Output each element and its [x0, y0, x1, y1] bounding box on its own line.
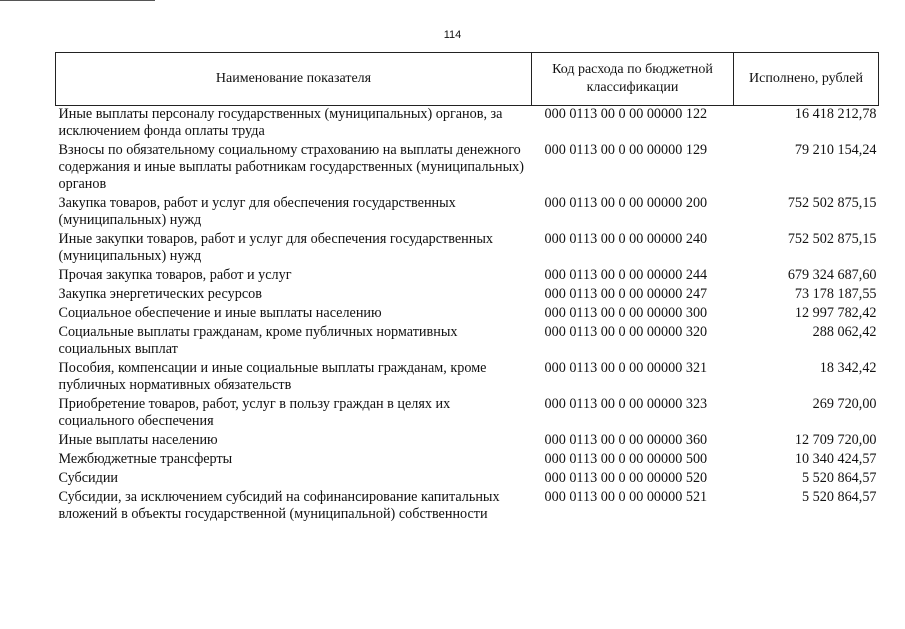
row-code: 000 0113 00 0 00 00000 240	[544, 231, 708, 247]
header-code: Код расхода по бюджетной классификации	[532, 53, 734, 106]
row-code: 000 0113 00 0 00 00000 129	[544, 142, 708, 158]
table-row	[56, 470, 879, 489]
row-amount: 679 324 687,60	[787, 267, 877, 283]
row-amount: 18 342,42	[819, 360, 877, 376]
row-code: 000 0113 00 0 00 00000 520	[544, 470, 708, 486]
row-code: 000 0113 00 0 00 00000 323	[544, 396, 708, 412]
row-code: 000 0113 00 0 00 00000 200	[544, 195, 708, 211]
row-code: 000 0113 00 0 00 00000 521	[544, 489, 708, 505]
row-amount: 16 418 212,78	[794, 106, 877, 122]
row-name: Иные выплаты персоналу государственных (муниципальных) органов, за исключением фонда оплаты труда	[58, 106, 503, 139]
row-code: 000 0113 00 0 00 00000 320	[544, 324, 708, 340]
row-amount: 5 520 864,57	[802, 470, 877, 486]
table-row	[56, 451, 879, 470]
table-row	[56, 195, 879, 231]
row-name: Субсидии	[58, 470, 119, 486]
row-name: Закупка энергетических ресурсов	[58, 286, 262, 302]
top-rule	[0, 0, 155, 1]
row-code: 000 0113 00 0 00 00000 500	[544, 451, 708, 467]
row-code: 000 0113 00 0 00 00000 247	[544, 286, 708, 302]
row-code: 000 0113 00 0 00 00000 321	[544, 360, 708, 376]
row-amount: 79 210 154,24	[794, 142, 877, 158]
table-row	[56, 231, 879, 267]
row-name: Взносы по обязательному социальному страхованию на выплаты денежного содержания и иные выплаты работникам государственных (муниципальных) органов	[58, 142, 524, 192]
header-name: Наименование показателя	[56, 53, 532, 106]
page-number: 114	[443, 29, 462, 41]
table-row	[56, 106, 879, 143]
row-amount: 12 709 720,00	[794, 432, 877, 448]
table-row	[56, 396, 879, 432]
row-amount: 752 502 875,15	[787, 195, 877, 211]
row-name: Иные выплаты населению	[58, 432, 218, 448]
row-name: Межбюджетные трансферты	[58, 451, 233, 467]
row-amount: 288 062,42	[812, 324, 877, 340]
row-amount: 73 178 187,55	[794, 286, 877, 302]
budget-table	[55, 52, 879, 525]
row-name: Субсидии, за исключением субсидий на софинансирование капитальных вложений в объекты государственной (муниципальной) собственности	[58, 489, 500, 522]
row-name: Иные закупки товаров, работ и услуг для обеспечения государственных (муниципальных) нужд	[58, 231, 493, 264]
table-row	[56, 324, 879, 360]
row-code: 000 0113 00 0 00 00000 360	[544, 432, 708, 448]
row-amount: 269 720,00	[812, 396, 877, 412]
row-code: 000 0113 00 0 00 00000 300	[544, 305, 708, 321]
table-row	[56, 432, 879, 451]
row-amount: 10 340 424,57	[794, 451, 877, 467]
row-name: Социальные выплаты гражданам, кроме публичных нормативных социальных выплат	[58, 324, 458, 357]
table-row	[56, 305, 879, 324]
row-name: Прочая закупка товаров, работ и услуг	[58, 267, 292, 283]
table-row	[56, 360, 879, 396]
table-body	[56, 106, 879, 526]
header-amount: Исполнено, рублей	[734, 53, 879, 106]
row-code: 000 0113 00 0 00 00000 244	[544, 267, 708, 283]
row-amount: 752 502 875,15	[787, 231, 877, 247]
row-code: 000 0113 00 0 00 00000 122	[544, 106, 708, 122]
row-name: Приобретение товаров, работ, услуг в пользу граждан в целях их социального обеспечения	[58, 396, 451, 429]
table-header	[56, 53, 879, 106]
row-name: Пособия, компенсации и иные социальные выплаты гражданам, кроме публичных нормативных обязательств	[58, 360, 487, 393]
row-name: Социальное обеспечение и иные выплаты населению	[58, 305, 382, 321]
table-row	[56, 267, 879, 286]
row-name: Закупка товаров, работ и услуг для обеспечения государственных (муниципальных) нужд	[58, 195, 456, 228]
table-row	[56, 142, 879, 195]
row-amount: 5 520 864,57	[802, 489, 877, 505]
table-row	[56, 286, 879, 305]
row-amount: 12 997 782,42	[794, 305, 877, 321]
table-row	[56, 489, 879, 525]
